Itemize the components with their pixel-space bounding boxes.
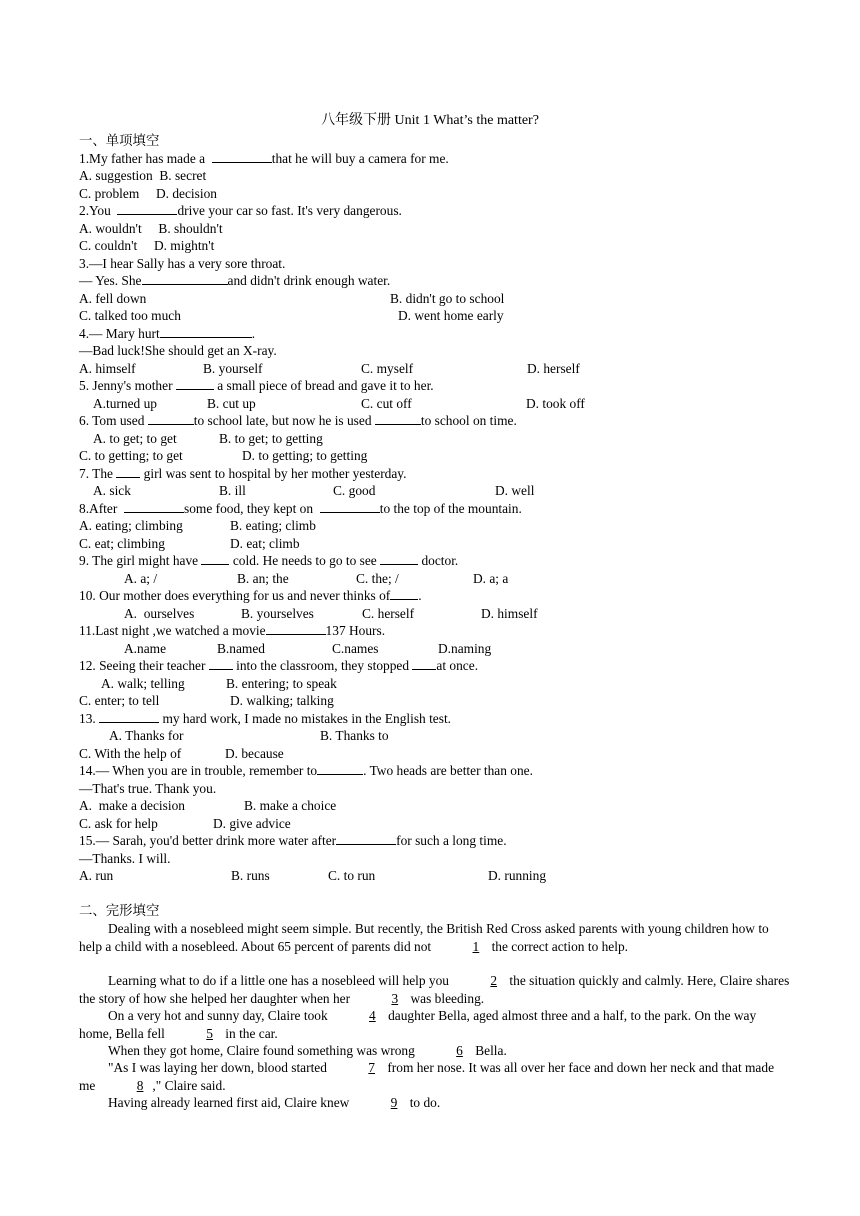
option-q8-d: D. eat; climb bbox=[230, 536, 300, 551]
option-q13-c: C. With the help of bbox=[79, 746, 182, 761]
option-q12-b: B. entering; to speak bbox=[226, 676, 337, 691]
question-1: 1.My father has made a that he will buy a camera for me. bbox=[79, 151, 449, 166]
answer-blank bbox=[380, 552, 418, 565]
answer-blank bbox=[116, 465, 140, 478]
option-q10-c: C. herself bbox=[362, 606, 415, 621]
option-q14-d: D. give advice bbox=[213, 816, 291, 831]
answer-blank bbox=[142, 272, 228, 285]
question-7: 7. The girl was sent to hospital by her mother yesterday. bbox=[79, 466, 407, 481]
option-q3-b: B. didn't go to school bbox=[390, 291, 505, 306]
option-q9-d: D. a; a bbox=[473, 571, 509, 586]
question-14-response: —That's true. Thank you. bbox=[79, 781, 217, 796]
question-4-response: —Bad luck!She should get an X-ray. bbox=[79, 343, 277, 358]
question-3-response: — Yes. She and didn't drink enough water. bbox=[79, 273, 391, 288]
answer-blank bbox=[99, 710, 159, 723]
question-11: 11.Last night ,we watched a movie 137 Hours. bbox=[79, 623, 386, 638]
option-q15-c: C. to run bbox=[328, 868, 376, 883]
option-q12-d: D. walking; talking bbox=[230, 693, 334, 708]
cloze-blank-5: 5 bbox=[206, 1025, 213, 1041]
option-q6-a: A. to get; to get bbox=[93, 431, 177, 446]
option-q3-d: D. went home early bbox=[398, 308, 504, 323]
answer-blank bbox=[148, 412, 194, 425]
option-q15-a: A. run bbox=[79, 868, 114, 883]
option-q7-c: C. good bbox=[333, 483, 376, 498]
option-q13-a: A. Thanks for bbox=[109, 728, 184, 743]
option-q10-a: A. ourselves bbox=[124, 606, 195, 621]
cloze-blank-1: 1 bbox=[472, 938, 480, 954]
question-6: 6. Tom used to school late, but now he is used to school on time. bbox=[79, 413, 517, 428]
option-q3-a: A. fell down bbox=[79, 291, 147, 306]
options-q1-ab: A. suggestion B. secret bbox=[79, 168, 207, 183]
cloze-paragraph-6: Having already learned first aid, Claire knew 9 to do. bbox=[108, 1095, 441, 1110]
answer-blank bbox=[412, 657, 436, 670]
option-q14-c: C. ask for help bbox=[79, 816, 158, 831]
cloze-blank-6: 6 bbox=[456, 1043, 463, 1058]
option-q9-b: B. an; the bbox=[237, 571, 289, 586]
cloze-paragraph-1: Dealing with a nosebleed might seem simple. But recently, the British Red Cross asked parents with young children how to help a child with a nosebleed. About 65 percent of parents did not 1 the correct action to help. bbox=[79, 921, 769, 954]
question-15: 15.— Sarah, you'd better drink more water after for such a long time. bbox=[79, 833, 507, 848]
option-q7-a: A. sick bbox=[93, 483, 131, 498]
cloze-blank-7: 7 bbox=[368, 1060, 375, 1075]
options-q2-cd: C. couldn't D. mightn't bbox=[79, 238, 215, 253]
option-q6-c: C. to getting; to get bbox=[79, 448, 183, 463]
option-q10-d: D. himself bbox=[481, 606, 538, 621]
cloze-paragraph-4: When they got home, Claire found something was wrong 6 Bella. bbox=[108, 1043, 507, 1058]
question-10: 10. Our mother does everything for us and never thinks of . bbox=[79, 588, 422, 603]
option-q5-d: D. took off bbox=[526, 396, 585, 411]
option-q11-d: D.naming bbox=[438, 641, 492, 656]
answer-blank bbox=[320, 500, 380, 513]
option-q9-a: A. a; / bbox=[124, 571, 158, 586]
answer-blank bbox=[212, 150, 272, 163]
option-q4-b: B. yourself bbox=[203, 361, 263, 376]
options-q2-ab: A. wouldn't B. shouldn't bbox=[79, 221, 223, 236]
option-q7-d: D. well bbox=[495, 483, 535, 498]
option-q3-c: C. talked too much bbox=[79, 308, 181, 323]
option-q11-b: B.named bbox=[217, 641, 265, 656]
option-q13-b: B. Thanks to bbox=[320, 728, 389, 743]
option-q4-a: A. himself bbox=[79, 361, 136, 376]
cloze-paragraph-3: On a very hot and sunny day, Claire took 4 daughter Bella, aged almost three and a half, to the park. On the way home, Bella fell 5 in the car. bbox=[79, 1008, 757, 1041]
option-q6-d: D. to getting; to getting bbox=[242, 448, 368, 463]
cloze-blank-8: 8 bbox=[136, 1077, 144, 1093]
option-q15-d: D. running bbox=[488, 868, 547, 883]
option-q8-a: A. eating; climbing bbox=[79, 518, 183, 533]
option-q15-b: B. runs bbox=[231, 868, 270, 883]
option-q8-b: B. eating; climb bbox=[230, 518, 316, 533]
option-q5-b: B. cut up bbox=[207, 396, 256, 411]
answer-blank bbox=[209, 657, 233, 670]
answer-blank bbox=[117, 202, 177, 215]
question-5: 5. Jenny's mother a small piece of bread and gave it to her. bbox=[79, 378, 434, 393]
option-q9-c: C. the; / bbox=[356, 571, 399, 586]
answer-blank bbox=[266, 622, 326, 635]
question-8: 8.After some food, they kept on to the top of the mountain. bbox=[79, 501, 522, 516]
option-q11-a: A.name bbox=[124, 641, 167, 656]
option-q4-d: D. herself bbox=[527, 361, 580, 376]
cloze-blank-9: 9 bbox=[390, 1095, 398, 1110]
cloze-blank-3: 3 bbox=[391, 990, 399, 1006]
page-title: 八年级下册 Unit 1 What’s the matter? bbox=[321, 113, 539, 128]
option-q7-b: B. ill bbox=[219, 483, 246, 498]
option-q4-c: C. myself bbox=[361, 361, 414, 376]
answer-blank bbox=[336, 832, 396, 845]
option-q14-a: A. make a decision bbox=[79, 798, 185, 813]
option-q5-c: C. cut off bbox=[361, 396, 412, 411]
answer-blank bbox=[375, 412, 421, 425]
cloze-paragraph-5: "As I was laying her down, blood started 7 from her nose. It was all over her face and down her neck and that made me 8 ," Claire said. bbox=[79, 1060, 775, 1093]
option-q13-d: D. because bbox=[225, 746, 284, 761]
cloze-blank-4: 4 bbox=[369, 1008, 376, 1023]
question-4: 4.— Mary hurt . bbox=[79, 326, 256, 341]
options-q1-cd: C. problem D. decision bbox=[79, 186, 217, 201]
option-q8-c: C. eat; climbing bbox=[79, 536, 165, 551]
cloze-blank-2: 2 bbox=[490, 973, 498, 988]
question-3: 3.—I hear Sally has a very sore throat. bbox=[79, 256, 286, 271]
option-q12-c: C. enter; to tell bbox=[79, 693, 160, 708]
option-q5-a: A.turned up bbox=[93, 396, 157, 411]
question-9: 9. The girl might have cold. He needs to go to see doctor. bbox=[79, 553, 459, 568]
answer-blank bbox=[160, 325, 252, 338]
answer-blank bbox=[317, 762, 363, 775]
section1-heading: 一、单项填空 bbox=[79, 133, 160, 148]
question-14: 14.— When you are in trouble, remember to . Two heads are better than one. bbox=[79, 763, 533, 778]
answer-blank bbox=[201, 552, 229, 565]
question-12: 12. Seeing their teacher into the classroom, they stopped at once. bbox=[79, 658, 479, 673]
option-q11-c: C.names bbox=[332, 641, 379, 656]
option-q6-b: B. to get; to getting bbox=[219, 431, 323, 446]
answer-blank bbox=[390, 587, 418, 600]
answer-blank bbox=[124, 500, 184, 513]
question-2: 2.You drive your car so fast. It's very dangerous. bbox=[79, 203, 402, 218]
question-13: 13. my hard work, I made no mistakes in the English test. bbox=[79, 711, 452, 726]
option-q12-a: A. walk; telling bbox=[101, 676, 185, 691]
section2-heading: 二、完形填空 bbox=[79, 903, 160, 918]
option-q14-b: B. make a choice bbox=[244, 798, 337, 813]
question-15-response: —Thanks. I will. bbox=[79, 851, 171, 866]
answer-blank bbox=[176, 377, 214, 390]
option-q10-b: B. yourselves bbox=[241, 606, 314, 621]
cloze-paragraph-2: Learning what to do if a little one has a nosebleed will help you 2 the situation quickly and calmly. Here, Claire shares the story of how she helped her daughter when her 3 was bleeding. bbox=[79, 973, 790, 1006]
